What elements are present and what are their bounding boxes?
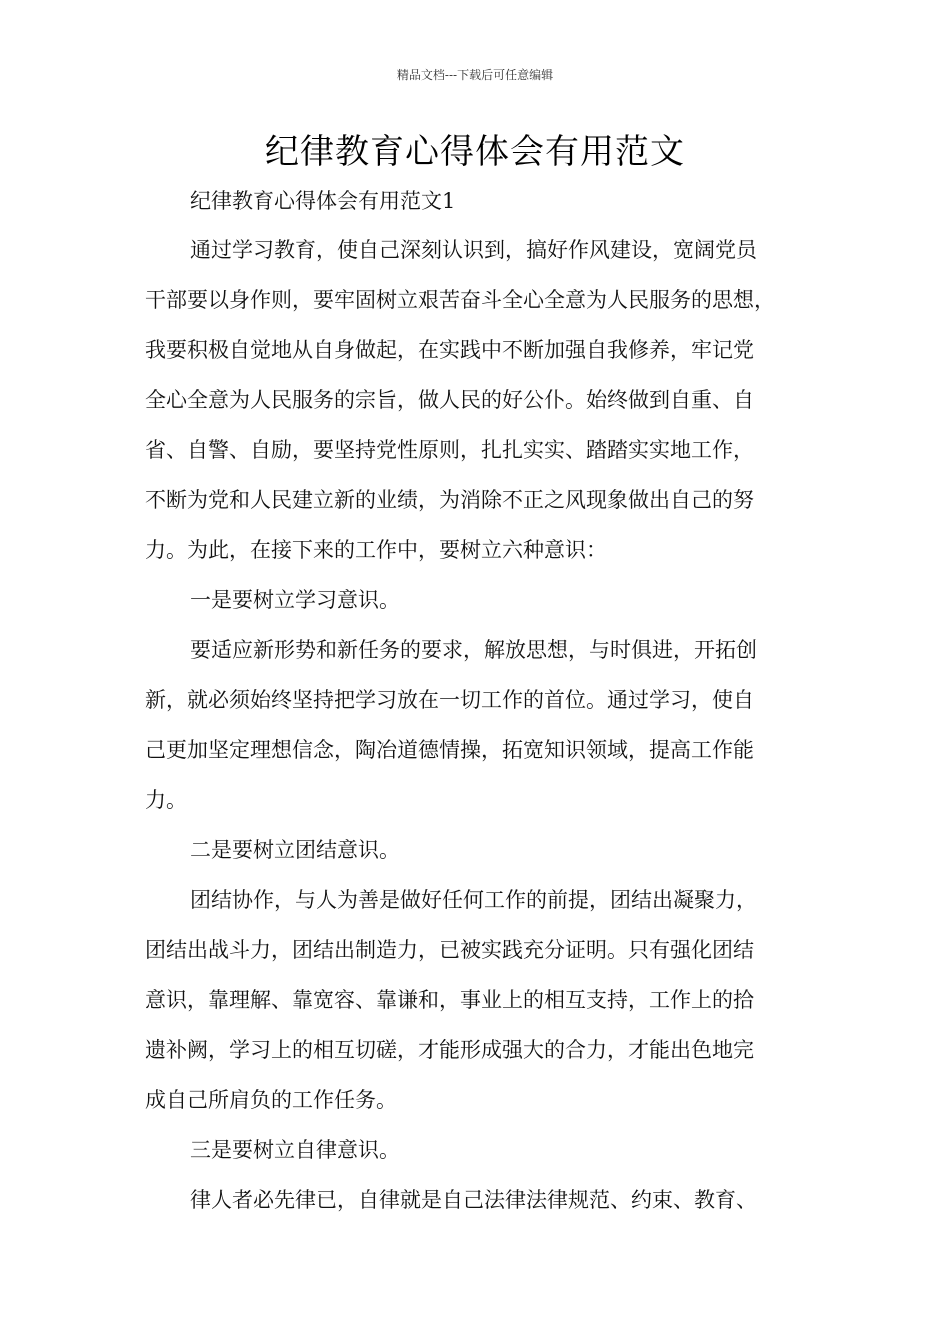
subtitle-line: 纪律教育心得体会有用范文1: [190, 189, 456, 213]
body-line: 力。为此，在接下来的工作中，要树立六种意识：: [145, 538, 607, 562]
body-line: 律人者必先律已，自律就是自己法律法律规范、约束、教育、: [190, 1188, 757, 1212]
section-heading: 二是要树立团结意识。: [190, 838, 400, 862]
body-line: 意识，靠理解、靠宽容、靠谦和，事业上的相互支持，工作上的拾: [145, 988, 754, 1012]
body-line: 不断为党和人民建立新的业绩，为消除不正之风现象做出自己的努: [145, 488, 754, 512]
body-line: 要适应新形势和新任务的要求，解放思想，与时俱进，开拓创: [190, 638, 757, 662]
body-line: 己更加坚定理想信念，陶冶道德情操，拓宽知识领域，提高工作能: [145, 738, 754, 762]
body-line: 团结出战斗力，团结出制造力，已被实践充分证明。只有强化团结: [145, 938, 754, 962]
body-line: 我要积极自觉地从自身做起，在实践中不断加强自我修养，牢记党: [145, 338, 754, 362]
body-line: 新，就必须始终坚持把学习放在一切工作的首位。通过学习，使自: [145, 688, 754, 712]
body-line: 力。: [145, 788, 187, 812]
section-heading: 三是要树立自律意识。: [190, 1138, 400, 1162]
page-header: 精品文档---下载后可任意编辑: [396, 68, 554, 82]
body-line: 干部要以身作则，要牢固树立艰苦奋斗全心全意为人民服务的思想，: [145, 288, 775, 312]
body-line: 全心全意为人民服务的宗旨，做人民的好公仆。始终做到自重、自: [145, 388, 754, 412]
body-line: 遗补阙，学习上的相互切磋，才能形成强大的合力，才能出色地完: [145, 1038, 754, 1062]
document-title: 纪律教育心得体会有用范文: [265, 132, 685, 172]
body-line: 通过学习教育，使自己深刻认识到，搞好作风建设，宽阔党员: [190, 238, 757, 262]
body-line: 成自己所肩负的工作任务。: [145, 1088, 397, 1112]
section-heading: 一是要树立学习意识。: [190, 588, 400, 612]
body-line: 省、自警、自励，要坚持党性原则，扎扎实实、踏踏实实地工作，: [145, 438, 754, 462]
body-line: 团结协作，与人为善是做好任何工作的前提，团结出凝聚力，: [190, 888, 757, 912]
